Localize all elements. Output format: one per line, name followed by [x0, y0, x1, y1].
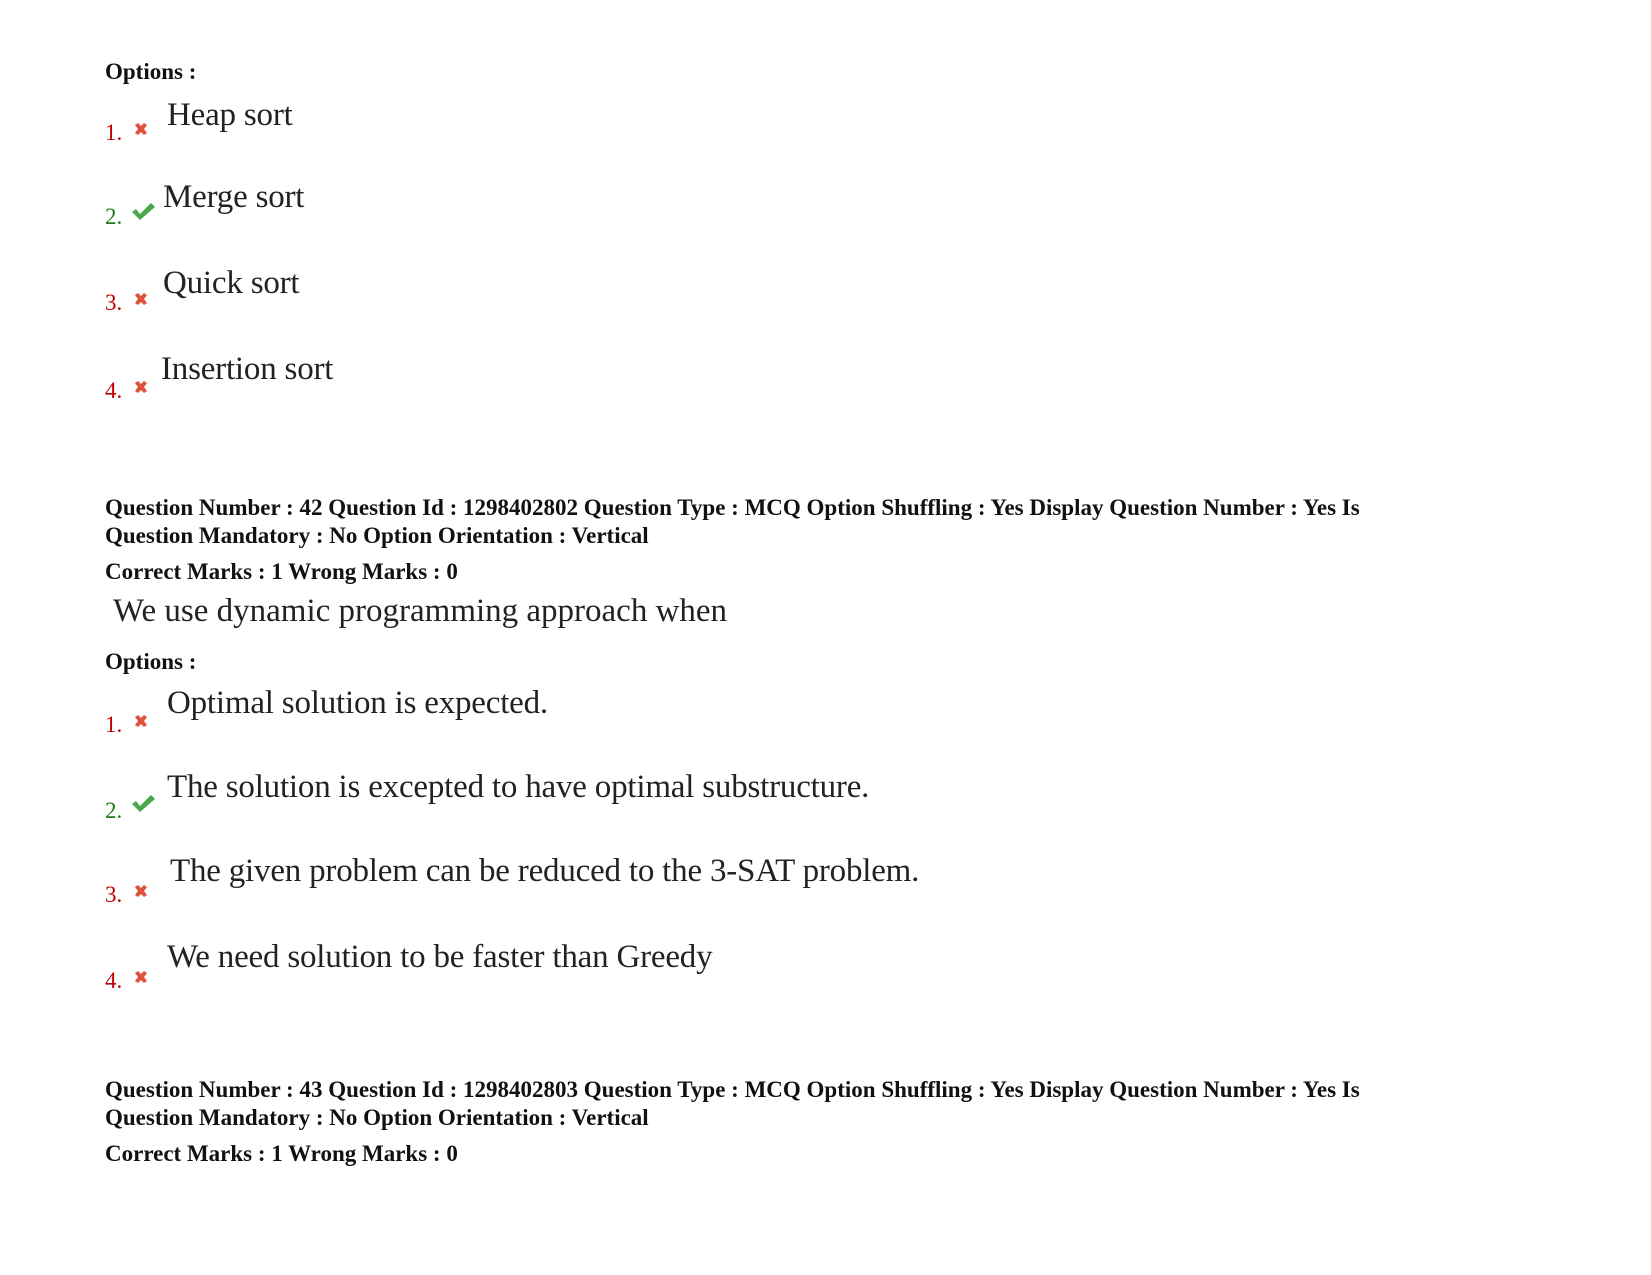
question-meta — [105, 494, 1525, 550]
option-number: 3. — [105, 290, 123, 315]
option-text: Merge sort — [163, 179, 305, 215]
question-marks: Correct Marks : 1 Wrong Marks : 0 — [105, 1141, 458, 1166]
options-label: Options : — [105, 649, 197, 674]
option-text: We need solution to be faster than Greedy — [167, 939, 713, 975]
question-text: We use dynamic programming approach when — [113, 593, 728, 629]
option-number: 4. — [105, 378, 123, 403]
cross-icon — [132, 378, 154, 400]
option-number: 1. — [105, 120, 123, 145]
option-number: 1. — [105, 712, 123, 737]
question-meta-line1: Question Number : 43 Question Id : 1298402803 Question Type : MCQ Option Shuffling : Yes Display Question Number : Yes Is — [105, 1077, 1360, 1102]
check-icon — [130, 200, 152, 222]
option-number: 4. — [105, 968, 123, 993]
cross-icon — [132, 882, 154, 904]
option-text: The given problem can be reduced to the 3-SAT problem. — [170, 853, 920, 889]
question-meta-line2: Question Mandatory : No Option Orientation : Vertical — [105, 1105, 649, 1130]
option-text: The solution is excepted to have optimal substructure. — [167, 769, 870, 805]
option-text: Quick sort — [163, 265, 300, 301]
question-marks: Correct Marks : 1 Wrong Marks : 0 — [105, 559, 458, 584]
option-text: Insertion sort — [161, 351, 334, 387]
option-number: 3. — [105, 882, 123, 907]
options-label: Options : — [105, 59, 197, 84]
check-icon — [130, 792, 152, 814]
option-number: 2. — [105, 798, 123, 823]
option-text: Heap sort — [167, 97, 293, 133]
cross-icon — [132, 290, 154, 312]
option-number: 2. — [105, 204, 123, 229]
cross-icon — [132, 968, 154, 990]
option-text: Optimal solution is expected. — [167, 685, 548, 721]
question-meta-line1: Question Number : 42 Question Id : 1298402802 Question Type : MCQ Option Shuffling : Yes Display Question Number : Yes Is — [105, 495, 1360, 520]
cross-icon — [132, 712, 154, 734]
question-meta — [105, 1076, 1525, 1132]
question-meta-line2: Question Mandatory : No Option Orientation : Vertical — [105, 523, 649, 548]
cross-icon — [132, 120, 154, 142]
